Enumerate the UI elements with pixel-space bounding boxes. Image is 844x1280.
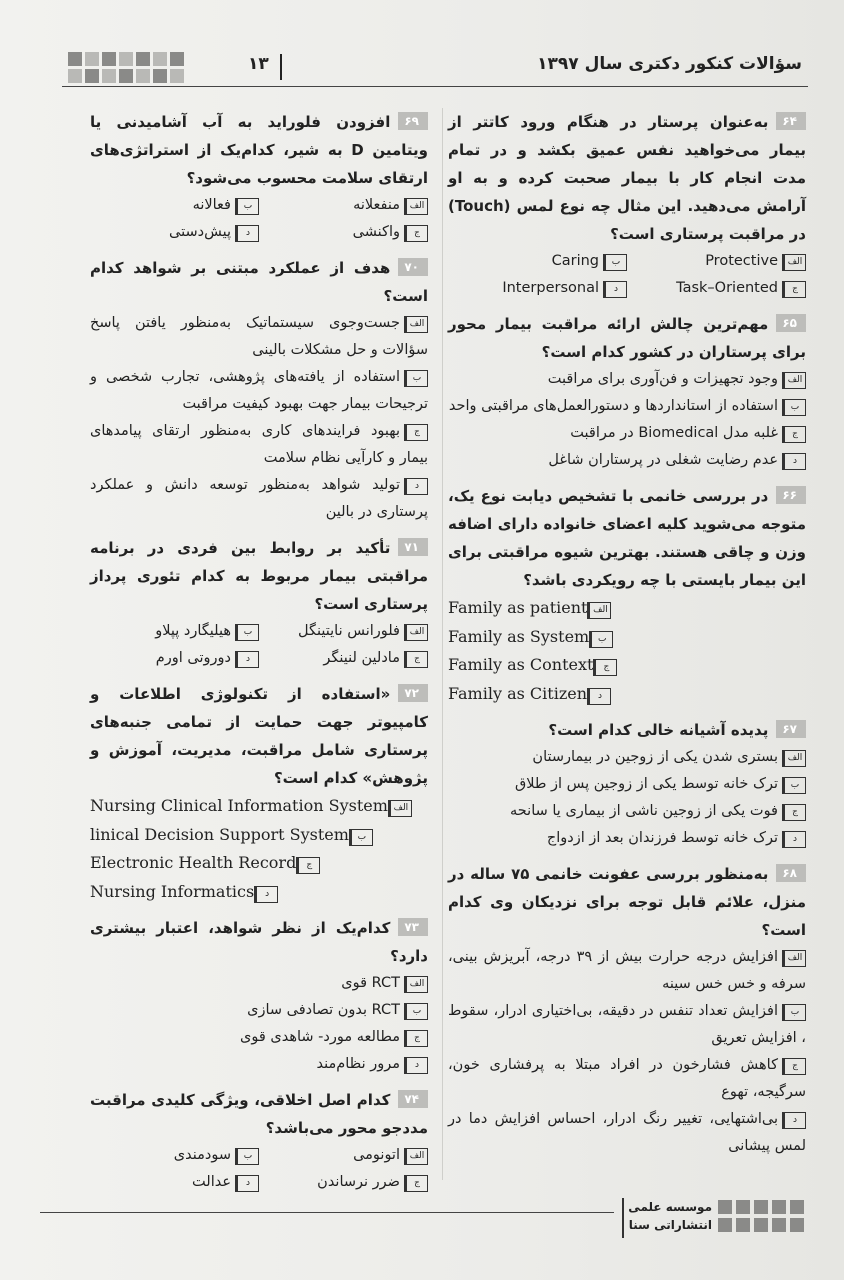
option-b-text: فعالانه bbox=[192, 197, 231, 213]
question-number: ۷۳ bbox=[398, 918, 428, 936]
option-c-text: غلبه مدل Biomedical در مراقبت bbox=[570, 425, 778, 441]
option-a[interactable] bbox=[90, 792, 428, 821]
question-number: ۷۲ bbox=[398, 684, 428, 702]
option-d-text: Family as Citizen bbox=[448, 683, 588, 703]
page-footer bbox=[40, 1198, 804, 1242]
option-c-text: Electronic Health Record bbox=[90, 853, 297, 872]
option-d-tag: د bbox=[254, 886, 278, 903]
option-b[interactable] bbox=[90, 618, 259, 645]
column-divider bbox=[442, 108, 443, 1180]
header-separator bbox=[280, 54, 282, 80]
question-number: ۷۴ bbox=[398, 1090, 428, 1108]
footer-decoration-icon bbox=[718, 1200, 804, 1232]
option-b-tag: ب bbox=[782, 1004, 806, 1021]
option-b-text: Family as System bbox=[448, 626, 590, 646]
option-d-text: ترک خانه توسط فرزندان بعد از ازدواج bbox=[546, 830, 778, 846]
option-d-text: بی‌اشتهایی، تغییر رنگ ادرار، احساس افزایش دما در لمس پیشانی bbox=[448, 1111, 806, 1154]
option-a-tag: الف bbox=[404, 976, 428, 993]
option-d[interactable] bbox=[90, 1051, 428, 1078]
option-c[interactable] bbox=[259, 219, 428, 246]
option-c-text: مطالعه مورد- شاهدی قوی bbox=[240, 1029, 400, 1045]
option-a-text: فلورانس نایتینگل bbox=[298, 623, 400, 639]
option-d-tag: د bbox=[782, 453, 806, 470]
option-c-tag: ج bbox=[404, 1175, 428, 1192]
option-c[interactable] bbox=[448, 420, 806, 447]
option-c-text: Family as Context bbox=[448, 655, 594, 674]
option-b[interactable] bbox=[448, 998, 806, 1052]
publisher-name bbox=[628, 1198, 712, 1234]
option-b-text: linical Decision Support System bbox=[90, 824, 349, 844]
option-b-tag: ب bbox=[603, 254, 627, 271]
option-a-text: Family as patient bbox=[448, 598, 588, 617]
question-number: ۷۱ bbox=[398, 538, 428, 556]
right-column bbox=[448, 108, 806, 1168]
option-a-tag: الف bbox=[587, 602, 611, 619]
option-d-tag: د bbox=[235, 651, 259, 668]
option-a[interactable] bbox=[448, 944, 806, 998]
option-c-text: بهبود فرایندهای کاری به‌منظور ارتقای پیامدهای بیمار و کارآیی نظام سلامت bbox=[90, 423, 428, 466]
option-a-tag: الف bbox=[404, 624, 428, 641]
option-c-text: فوت یکی از زوجین ناشی از بیماری یا سانحه bbox=[510, 803, 778, 819]
option-a[interactable] bbox=[627, 248, 806, 275]
option-b-tag: ب bbox=[235, 198, 259, 215]
option-c-text: Task–Oriented bbox=[676, 280, 778, 296]
option-a-text: اتونومی bbox=[353, 1147, 400, 1163]
question-text: افزودن فلوراید به آب آشامیدنی یا ویتامین D به شیر، کدام‌یک از استراتژی‌های ارتقای سلامت محسوب می‌شود؟ bbox=[90, 113, 429, 187]
option-a[interactable] bbox=[90, 970, 428, 997]
option-a-tag: الف bbox=[404, 316, 428, 333]
question-73 bbox=[90, 914, 428, 1078]
option-a-text: جست‌وجوی سیستماتیک به‌منظور یافتن پاسخ سؤالات و حل مشکلات بالینی bbox=[90, 315, 428, 358]
option-d-text: پیش‌دستی bbox=[169, 224, 231, 240]
question-74 bbox=[90, 1086, 428, 1196]
publisher-line-1: موسسه علمی bbox=[628, 1200, 712, 1214]
option-c-tag: ج bbox=[404, 424, 428, 441]
question-72 bbox=[90, 680, 428, 906]
question-71 bbox=[90, 534, 428, 672]
question-number: ۶۴ bbox=[776, 112, 806, 130]
question-number: ۷۰ bbox=[398, 258, 428, 276]
question-70 bbox=[90, 254, 428, 526]
question-number: ۶۸ bbox=[776, 864, 806, 882]
option-a[interactable] bbox=[448, 366, 806, 393]
question-number: ۶۷ bbox=[776, 720, 806, 738]
option-b[interactable] bbox=[448, 771, 806, 798]
option-d[interactable] bbox=[90, 1169, 259, 1196]
question-text: هدف از عملکرد مبتنی بر شواهد کدام است؟ bbox=[90, 259, 428, 305]
question-number: ۶۵ bbox=[776, 314, 806, 332]
option-a[interactable] bbox=[259, 1142, 428, 1169]
option-b-tag: ب bbox=[349, 829, 373, 846]
option-b[interactable] bbox=[448, 623, 806, 652]
page-header bbox=[62, 50, 808, 87]
option-d[interactable] bbox=[90, 219, 259, 246]
option-a-tag: الف bbox=[404, 1148, 428, 1165]
option-d[interactable] bbox=[448, 825, 806, 852]
option-b[interactable] bbox=[448, 248, 627, 275]
option-a-tag: الف bbox=[782, 950, 806, 967]
option-c-tag: ج bbox=[404, 225, 428, 242]
option-b[interactable] bbox=[90, 1142, 259, 1169]
option-a-text: RCT قوی bbox=[341, 975, 400, 991]
question-65 bbox=[448, 310, 806, 474]
option-b-text: هیلیگارد پپلاو bbox=[155, 623, 231, 639]
option-b-tag: ب bbox=[589, 631, 613, 648]
option-c-text: کاهش فشارخون در افراد مبتلا به پرفشاری خون، سرگیجه، تهوع bbox=[448, 1057, 806, 1100]
option-b-tag: ب bbox=[404, 370, 428, 387]
option-a-text: وجود تجهیزات و فن‌آوری برای مراقبت bbox=[547, 371, 778, 387]
option-a[interactable] bbox=[90, 310, 428, 364]
question-text: پدیده آشیانه خالی کدام است؟ bbox=[548, 721, 769, 739]
option-d-text: مرور نظام‌مند bbox=[316, 1056, 400, 1072]
option-d-tag: د bbox=[235, 1175, 259, 1192]
question-67 bbox=[448, 716, 806, 852]
option-b-tag: ب bbox=[235, 1148, 259, 1165]
option-c-tag: ج bbox=[782, 804, 806, 821]
option-c-tag: ج bbox=[404, 651, 428, 668]
option-d-tag: د bbox=[587, 688, 611, 705]
option-d[interactable] bbox=[448, 1106, 806, 1160]
option-b-tag: ب bbox=[782, 399, 806, 416]
question-text: کدام‌یک از نظر شواهد، اعتبار بیشتری دارد؟ bbox=[90, 919, 428, 965]
option-a-tag: الف bbox=[782, 750, 806, 767]
option-c[interactable] bbox=[259, 645, 428, 672]
question-text: در بررسی خانمی با تشخیص دیابت نوع یک، متوجه می‌شوید کلیه اعضای خانواده دارای اضافه وزن و چاقی هستند. بهترین شیوه مراقبتی برای این بیمار بایستی با چه رویکردی باشد؟ bbox=[448, 487, 806, 589]
option-a-text: بستری شدن یکی از زوجین در بیمارستان bbox=[532, 749, 778, 765]
option-c-tag: ج bbox=[404, 1030, 428, 1047]
option-d[interactable] bbox=[448, 680, 806, 709]
publisher-line-2: انتشاراتی سنا bbox=[628, 1218, 712, 1232]
option-c[interactable] bbox=[90, 418, 428, 472]
option-d-tag: د bbox=[782, 831, 806, 848]
option-b-text: Caring bbox=[551, 253, 599, 269]
option-b-text: ترک خانه توسط یکی از زوجین پس از طلاق bbox=[514, 776, 778, 792]
option-d[interactable] bbox=[90, 878, 428, 907]
header-title: سؤالات کنکور دکتری سال ۱۳۹۷ bbox=[537, 54, 802, 74]
question-66 bbox=[448, 482, 806, 708]
question-text: کدام اصل اخلاقی، ویژگی کلیدی مراقبت مددجو محور می‌باشد؟ bbox=[90, 1091, 428, 1137]
option-b[interactable] bbox=[90, 821, 428, 850]
option-d-text: عدالت bbox=[192, 1174, 231, 1190]
footer-separator bbox=[622, 1198, 624, 1238]
option-d-tag: د bbox=[404, 478, 428, 495]
option-c-tag: ج bbox=[782, 1058, 806, 1075]
option-c-tag: ج bbox=[782, 426, 806, 443]
question-text: مهم‌ترین چالش ارائه مراقبت بیمار محور برای پرستاران در کشور کدام است؟ bbox=[448, 315, 806, 361]
option-a-tag: الف bbox=[404, 198, 428, 215]
option-b-tag: ب bbox=[782, 777, 806, 794]
footer-line bbox=[40, 1212, 614, 1213]
option-d-tag: د bbox=[603, 281, 627, 298]
option-a-tag: الف bbox=[782, 372, 806, 389]
option-d-text: عدم رضایت شغلی در پرستاران شاغل bbox=[548, 452, 778, 468]
question-68 bbox=[448, 860, 806, 1160]
option-b-text: استفاده از یافته‌های پژوهشی، تجارب شخصی و ترجیحات بیمار جهت بهبود کیفیت مراقبت bbox=[90, 369, 428, 412]
option-d[interactable] bbox=[448, 275, 627, 302]
option-a-text: Protective bbox=[705, 253, 778, 269]
option-d[interactable] bbox=[448, 447, 806, 474]
option-c[interactable] bbox=[448, 798, 806, 825]
option-a-text: افزایش درجه حرارت بیش از ۳۹ درجه، آبریزش بینی، سرفه و خس خس سینه bbox=[448, 949, 806, 992]
option-c[interactable] bbox=[259, 1169, 428, 1196]
option-b-tag: ب bbox=[404, 1003, 428, 1020]
option-c-text: مادلین لنینگر bbox=[323, 650, 400, 666]
option-c[interactable] bbox=[90, 1024, 428, 1051]
question-64 bbox=[448, 108, 806, 302]
question-text: به‌عنوان پرستار در هنگام ورود کاتتر از بیمار می‌خواهید نفس عمیق بکشد و در تمام مدت انجام کار با بیمار صحبت کرده و به او آرامش می‌دهید. این مثال چه نوع لمس (Touch) در مراقبت پرستاری است؟ bbox=[448, 113, 806, 243]
option-c-text: واکنشی bbox=[352, 224, 400, 240]
option-d-text: تولید شواهد به‌منظور توسعه دانش و عملکرد پرستاری در بالین bbox=[90, 477, 428, 520]
option-c[interactable] bbox=[448, 1052, 806, 1106]
option-a[interactable] bbox=[448, 594, 806, 623]
option-d-text: دوروتی اورم bbox=[155, 650, 231, 666]
option-b-text: RCT بدون تصادفی سازی bbox=[247, 1002, 400, 1018]
option-b-text: افزایش تعداد تنفس در دقیقه، بی‌اختیاری ادرار، سقوط ، افزایش تعریق bbox=[448, 1003, 806, 1046]
option-a[interactable] bbox=[259, 618, 428, 645]
option-d-tag: د bbox=[782, 1112, 806, 1129]
question-text: «استفاده از تکنولوژی اطلاعات و کامپیوتر جهت حمایت از تمامی جنبه‌های پرستاری شامل مراقبت، مدیریت، آموزش و پژوهش» کدام است؟ bbox=[90, 685, 428, 787]
option-b[interactable] bbox=[90, 997, 428, 1024]
option-d-text: Interpersonal bbox=[502, 280, 599, 296]
option-c-tag: ج bbox=[782, 281, 806, 298]
option-a-tag: الف bbox=[388, 800, 412, 817]
option-d-tag: د bbox=[404, 1057, 428, 1074]
option-d-text: Nursing Informatics bbox=[90, 881, 255, 901]
option-c-tag: ج bbox=[296, 857, 320, 874]
question-number: ۶۶ bbox=[776, 486, 806, 504]
header-decoration-icon bbox=[68, 52, 184, 83]
option-a[interactable] bbox=[448, 744, 806, 771]
option-b-text: سودمندی bbox=[173, 1147, 231, 1163]
question-text: به‌منظور بررسی عفونت خانمی ۷۵ ساله در منزل، علائم قابل توجه برای نزدیکان وی کدام است؟ bbox=[448, 865, 806, 939]
option-a-text: Nursing Clinical Information System bbox=[90, 796, 388, 815]
option-c[interactable] bbox=[627, 275, 806, 302]
question-number: ۶۹ bbox=[398, 112, 428, 130]
option-c-tag: ج bbox=[593, 659, 617, 676]
option-c-text: ضرر نرساندن bbox=[317, 1174, 400, 1190]
question-text: تأکید بر روابط بین فردی در برنامه مراقبتی بیمار مربوط به کدام تئوری پرداز پرستاری است؟ bbox=[90, 539, 428, 613]
option-d[interactable] bbox=[90, 645, 259, 672]
left-column bbox=[90, 108, 428, 1204]
option-a-text: منفعلانه bbox=[353, 197, 400, 213]
option-b[interactable] bbox=[90, 192, 259, 219]
option-a-tag: الف bbox=[782, 254, 806, 271]
option-d[interactable] bbox=[90, 472, 428, 526]
option-c[interactable] bbox=[90, 849, 428, 878]
question-69 bbox=[90, 108, 428, 246]
option-b-tag: ب bbox=[235, 624, 259, 641]
option-c[interactable] bbox=[448, 651, 806, 680]
option-b[interactable] bbox=[90, 364, 428, 418]
option-a[interactable] bbox=[259, 192, 428, 219]
option-b-text: استفاده از استانداردها و دستورالعمل‌های مراقبتی واحد bbox=[448, 398, 778, 414]
page-number: ۱۳ bbox=[248, 54, 269, 74]
option-d-tag: د bbox=[235, 225, 259, 242]
option-b[interactable] bbox=[448, 393, 806, 420]
